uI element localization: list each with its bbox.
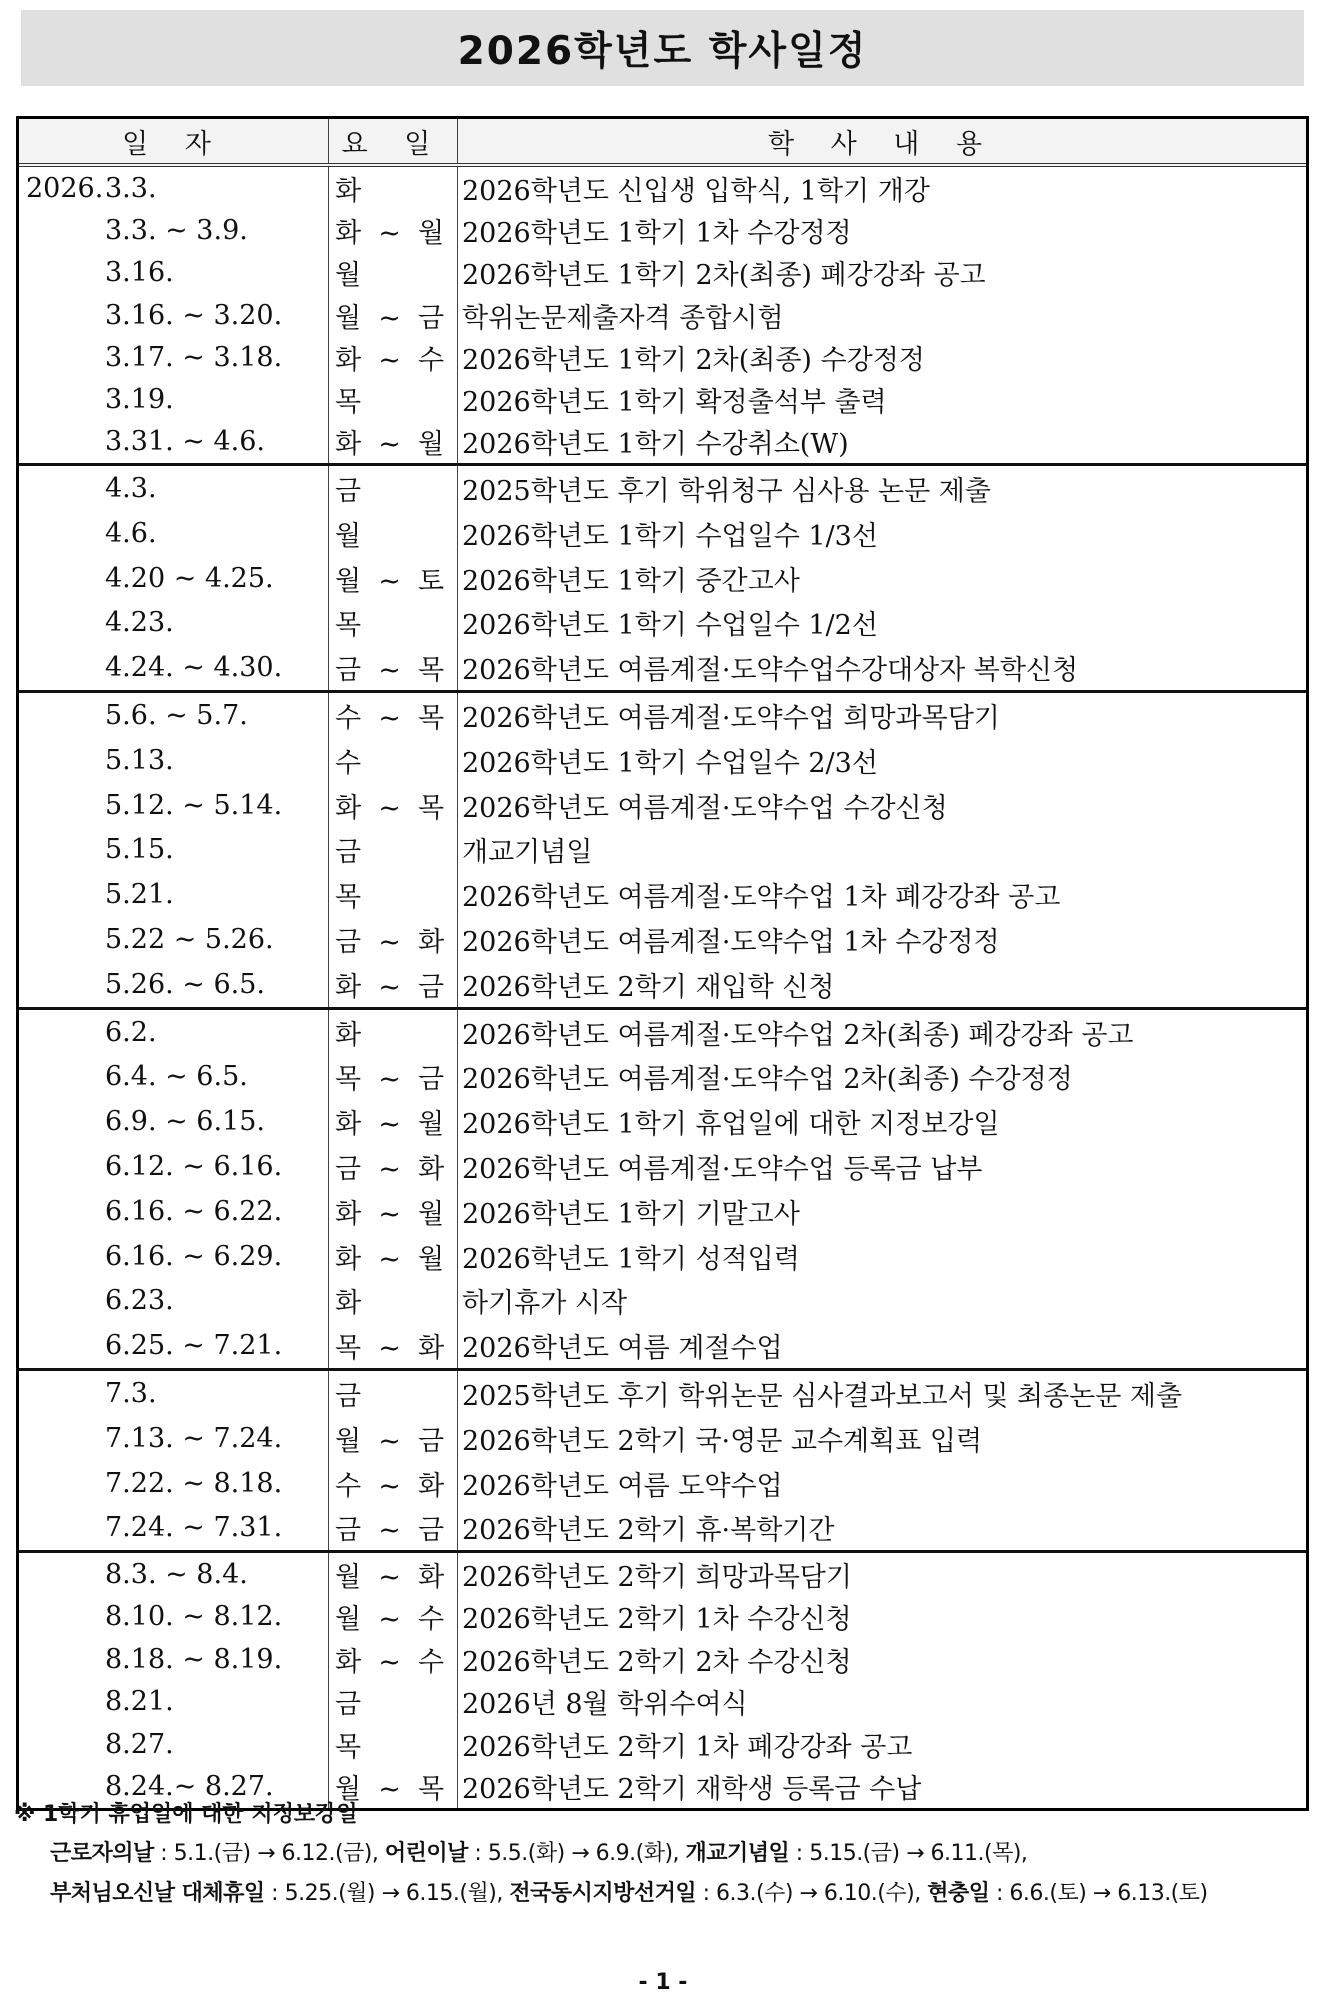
day-cell: 목 — [329, 872, 458, 917]
table-body — [19, 167, 1306, 1808]
date-value: 5.15. — [105, 834, 174, 866]
date-cell — [19, 1553, 329, 1596]
date-value: 5.21. — [105, 879, 174, 911]
table-row — [19, 783, 1306, 828]
table-row — [19, 378, 1306, 420]
day-cell: 화 ~ 월 — [329, 421, 458, 463]
date-value: 3.16. ~ 3.20. — [105, 299, 283, 331]
day-cell: 수 ~ 목 — [329, 693, 458, 738]
date-value: 4.6. — [105, 517, 157, 549]
date-value: 4.23. — [105, 607, 174, 639]
date-cell — [19, 1054, 329, 1099]
content-cell: 2026학년도 여름계절·도약수업 등록금 납부 — [462, 1153, 983, 1185]
day-cell: 금 ~ 목 — [329, 645, 458, 690]
note-item: 부처님오신날 대체휴일 : 5.25.(월) → 6.15.(월), — [50, 1881, 510, 1906]
day-cell: 금 ~ 금 — [329, 1505, 458, 1550]
day-cell: 화 ~ 월 — [329, 209, 458, 251]
table-row — [19, 1323, 1306, 1368]
date-cell — [19, 421, 329, 463]
date-value: 5.13. — [105, 744, 174, 776]
date-value: 7.22. ~ 8.18. — [105, 1467, 283, 1499]
table-row — [19, 209, 1306, 251]
notes-block — [14, 1796, 1314, 1914]
date-cell — [19, 1505, 329, 1550]
table-row — [19, 693, 1306, 738]
table-row — [19, 1416, 1306, 1461]
table-row — [19, 421, 1306, 463]
content-cell: 2026학년도 1학기 휴업일에 대한 지정보강일 — [462, 1109, 1000, 1141]
table-row — [19, 511, 1306, 556]
table-row — [19, 1553, 1306, 1596]
table-row — [19, 872, 1306, 917]
date-cell — [19, 1638, 329, 1681]
date-cell — [19, 1323, 329, 1368]
content-cell: 2026학년도 1학기 중간고사 — [462, 565, 800, 597]
content-cell: 2026학년도 1학기 수업일수 1/2선 — [462, 610, 878, 642]
content-cell: 2026학년도 여름계절·도약수업 1차 수강정정 — [462, 926, 1000, 958]
table-section — [19, 167, 1306, 466]
content-cell: 2026학년도 1학기 수강취소(W) — [462, 429, 849, 461]
day-cell: 월 ~ 금 — [329, 294, 458, 336]
content-cell: 2025학년도 후기 학위청구 심사용 논문 제출 — [462, 475, 991, 507]
day-cell: 수 ~ 화 — [329, 1461, 458, 1506]
date-cell — [19, 827, 329, 872]
day-cell: 수 — [329, 738, 458, 783]
table-row — [19, 466, 1306, 511]
date-value: 5.26. ~ 6.5. — [105, 968, 266, 1000]
content-cell: 2026학년도 2학기 휴·복학기간 — [462, 1515, 835, 1547]
page-number: - 1 - — [638, 1970, 688, 1995]
content-cell: 2025학년도 후기 학위논문 심사결과보고서 및 최종논문 제출 — [462, 1380, 1183, 1412]
content-cell: 2026학년도 여름계절·도약수업 2차(최종) 폐강강좌 공고 — [462, 1019, 1134, 1051]
content-cell: 2026학년도 2학기 국·영문 교수계획표 입력 — [462, 1425, 983, 1457]
note-item: 어린이날 : 5.5.(화) → 6.9.(화), — [384, 1841, 686, 1866]
content-cell: 학위논문제출자격 종합시험 — [462, 302, 784, 334]
table-row — [19, 738, 1306, 783]
day-cell: 화 — [329, 1278, 458, 1323]
day-cell: 화 — [329, 1010, 458, 1055]
content-cell: 2026학년도 1학기 성적입력 — [462, 1243, 800, 1275]
table-section — [19, 1553, 1306, 1808]
day-cell: 금 — [329, 1681, 458, 1724]
schedule-table — [16, 116, 1309, 1811]
table-row — [19, 1010, 1306, 1055]
day-cell: 화 ~ 수 — [329, 1638, 458, 1681]
content-cell: 2026학년도 여름계절·도약수업 희망과목담기 — [462, 702, 1000, 734]
day-cell: 화 — [329, 167, 458, 209]
day-cell: 목 — [329, 1723, 458, 1766]
date-cell — [19, 917, 329, 962]
content-cell: 2026학년도 1학기 1차 수강정정 — [462, 217, 852, 249]
date-value: 5.6. ~ 5.7. — [105, 699, 248, 731]
content-cell: 2026학년도 여름계절·도약수업 2차(최종) 수강정정 — [462, 1064, 1073, 1096]
date-value: 6.9. ~ 6.15. — [105, 1106, 266, 1138]
table-row — [19, 1234, 1306, 1279]
date-value: 4.20 ~ 4.25. — [105, 562, 274, 594]
date-cell — [19, 556, 329, 601]
date-value: 3.3. ~ 3.9. — [105, 214, 248, 246]
day-cell: 월 ~ 목 — [329, 1766, 458, 1809]
table-row — [19, 294, 1306, 336]
header-date: 일 자 — [19, 119, 329, 163]
note-item: 전국동시지방선거일 : 6.3.(수) → 6.10.(수), — [509, 1881, 928, 1906]
table-row — [19, 167, 1306, 209]
content-cell: 2026학년도 1학기 수업일수 1/3선 — [462, 520, 878, 552]
table-row — [19, 1505, 1306, 1550]
date-value: 7.24. ~ 7.31. — [105, 1512, 283, 1544]
note-item: 현충일 : 6.6.(토) → 6.13.(토) — [927, 1881, 1208, 1906]
date-cell — [19, 294, 329, 336]
date-value: 8.27. — [105, 1728, 174, 1760]
content-cell: 2026학년도 1학기 기말고사 — [462, 1198, 800, 1230]
content-cell: 2026학년도 2학기 2차 수강신청 — [462, 1646, 852, 1678]
date-cell — [19, 1461, 329, 1506]
day-cell: 금 — [329, 1371, 458, 1416]
date-value: 6.16. ~ 6.22. — [105, 1195, 283, 1227]
title-banner — [21, 10, 1304, 86]
day-cell: 화 ~ 월 — [329, 1234, 458, 1279]
day-cell: 목 ~ 금 — [329, 1054, 458, 1099]
note-item: 근로자의날 : 5.1.(금) → 6.12.(금), — [50, 1841, 385, 1866]
day-cell: 화 ~ 월 — [329, 1189, 458, 1234]
content-cell: 2026학년도 여름계절·도약수업 1차 폐강강좌 공고 — [462, 882, 1061, 914]
table-section — [19, 693, 1306, 1010]
note-item: 개교기념일 : 5.15.(금) → 6.11.(목), — [685, 1841, 1028, 1866]
day-cell: 목 — [329, 378, 458, 420]
header-day: 요 일 — [329, 119, 458, 163]
table-row — [19, 1144, 1306, 1189]
day-cell: 월 — [329, 252, 458, 294]
date-value: 4.3. — [105, 472, 157, 504]
date-value: 3.17. ~ 3.18. — [105, 341, 283, 373]
header-content: 학 사 내 용 — [767, 128, 997, 160]
date-value: 4.24. ~ 4.30. — [105, 652, 283, 684]
date-value: 5.22 ~ 5.26. — [105, 923, 274, 955]
date-value: 7.13. ~ 7.24. — [105, 1422, 283, 1454]
content-cell: 2026학년도 여름계절·도약수업 수강신청 — [462, 792, 948, 824]
date-cell — [19, 1144, 329, 1189]
page-title: 2026학년도 학사일정 — [457, 29, 868, 74]
day-cell: 목 ~ 화 — [329, 1323, 458, 1368]
table-row — [19, 1638, 1306, 1681]
day-cell: 화 ~ 금 — [329, 962, 458, 1007]
content-cell: 2026학년도 여름 계절수업 — [462, 1333, 783, 1365]
date-cell — [19, 1099, 329, 1144]
date-value: 8.3. ~ 8.4. — [105, 1558, 248, 1590]
date-value: 3.19. — [105, 384, 174, 416]
date-cell — [19, 336, 329, 378]
table-row — [19, 1099, 1306, 1144]
day-cell: 월 ~ 금 — [329, 1416, 458, 1461]
date-cell — [19, 466, 329, 511]
content-cell: 2026학년도 신입생 입학식, 1학기 개강 — [462, 175, 930, 207]
content-cell: 2026학년도 2학기 1차 수강신청 — [462, 1604, 852, 1636]
date-value: 8.10. ~ 8.12. — [105, 1601, 283, 1633]
table-row — [19, 600, 1306, 645]
date-value: 6.2. — [105, 1016, 157, 1048]
content-cell: 하기휴가 시작 — [462, 1288, 628, 1320]
table-section — [19, 1371, 1306, 1553]
day-cell: 금 — [329, 466, 458, 511]
content-cell: 2026학년도 1학기 2차(최종) 수강정정 — [462, 344, 925, 376]
table-section — [19, 466, 1306, 693]
content-cell: 2026학년도 여름 도약수업 — [462, 1470, 783, 1502]
table-row — [19, 1681, 1306, 1724]
content-cell: 2026학년도 2학기 희망과목담기 — [462, 1561, 852, 1593]
date-cell — [19, 1189, 329, 1234]
content-cell: 2026학년도 2학기 1차 폐강강좌 공고 — [462, 1731, 913, 1763]
day-cell: 목 — [329, 600, 458, 645]
date-cell — [19, 1681, 329, 1724]
table-row — [19, 1371, 1306, 1416]
table-header — [19, 119, 1306, 167]
content-cell: 2026학년도 2학기 재학생 등록금 수납 — [462, 1774, 922, 1806]
day-cell: 화 ~ 목 — [329, 783, 458, 828]
date-value: 3.16. — [105, 257, 174, 289]
content-cell: 2026학년도 1학기 2차(최종) 폐강강좌 공고 — [462, 260, 986, 292]
date-value: 6.23. — [105, 1285, 174, 1317]
table-row — [19, 252, 1306, 294]
date-cell — [19, 1596, 329, 1639]
table-row — [19, 1596, 1306, 1639]
content-cell: 개교기념일 — [462, 837, 593, 869]
date-cell — [19, 209, 329, 251]
date-value: 3.31. ~ 4.6. — [105, 426, 266, 458]
date-cell — [19, 1416, 329, 1461]
content-cell: 2026학년도 1학기 수업일수 2/3선 — [462, 747, 878, 779]
date-cell — [19, 167, 329, 209]
day-cell: 월 ~ 토 — [329, 556, 458, 601]
date-cell — [19, 511, 329, 556]
date-cell — [19, 693, 329, 738]
date-cell — [19, 1371, 329, 1416]
table-row — [19, 917, 1306, 962]
table-row — [19, 645, 1306, 690]
content-cell: 2026학년도 여름계절·도약수업수강대상자 복학신청 — [462, 655, 1079, 687]
day-cell: 월 ~ 화 — [329, 1553, 458, 1596]
date-value: 6.12. ~ 6.16. — [105, 1150, 283, 1182]
date-cell — [19, 1723, 329, 1766]
notes-line-2 — [14, 1874, 1314, 1914]
date-value: 6.16. ~ 6.29. — [105, 1240, 283, 1272]
table-row — [19, 1054, 1306, 1099]
date-value: 7.3. — [105, 1377, 157, 1409]
notes-title: ※ 1학기 휴업일에 대한 지정보강일 — [14, 1802, 358, 1827]
date-cell — [19, 600, 329, 645]
date-cell — [19, 378, 329, 420]
day-cell: 월 — [329, 511, 458, 556]
date-cell — [19, 1278, 329, 1323]
date-value: 8.24.~ 8.27. — [105, 1771, 274, 1803]
table-row — [19, 1278, 1306, 1323]
notes-line-1 — [14, 1834, 1314, 1874]
table-row — [19, 1189, 1306, 1234]
date-cell — [19, 252, 329, 294]
content-cell: 2026년 8월 학위수여식 — [462, 1689, 748, 1721]
date-cell — [19, 962, 329, 1007]
table-row — [19, 1461, 1306, 1506]
table-row — [19, 336, 1306, 378]
date-value: 3.3. — [105, 172, 157, 204]
date-value: 6.25. ~ 7.21. — [105, 1330, 283, 1362]
day-cell: 월 ~ 수 — [329, 1596, 458, 1639]
day-cell: 금 — [329, 827, 458, 872]
day-cell: 금 ~ 화 — [329, 1144, 458, 1189]
date-cell — [19, 872, 329, 917]
date-cell — [19, 738, 329, 783]
table-row — [19, 827, 1306, 872]
day-cell: 화 ~ 수 — [329, 336, 458, 378]
date-cell — [19, 783, 329, 828]
date-cell — [19, 1234, 329, 1279]
table-section — [19, 1010, 1306, 1371]
date-value: 8.18. ~ 8.19. — [105, 1643, 283, 1675]
date-cell — [19, 645, 329, 690]
content-cell: 2026학년도 2학기 재입학 신청 — [462, 971, 835, 1003]
table-row — [19, 556, 1306, 601]
year-label: 2026. — [26, 172, 104, 204]
day-cell: 금 ~ 화 — [329, 917, 458, 962]
table-row — [19, 1723, 1306, 1766]
date-value: 6.4. ~ 6.5. — [105, 1061, 248, 1093]
day-cell: 화 ~ 월 — [329, 1099, 458, 1144]
content-cell: 2026학년도 1학기 확정출석부 출력 — [462, 387, 887, 419]
date-value: 5.12. ~ 5.14. — [105, 789, 283, 821]
date-value: 8.21. — [105, 1686, 174, 1718]
table-row — [19, 962, 1306, 1007]
date-cell — [19, 1010, 329, 1055]
